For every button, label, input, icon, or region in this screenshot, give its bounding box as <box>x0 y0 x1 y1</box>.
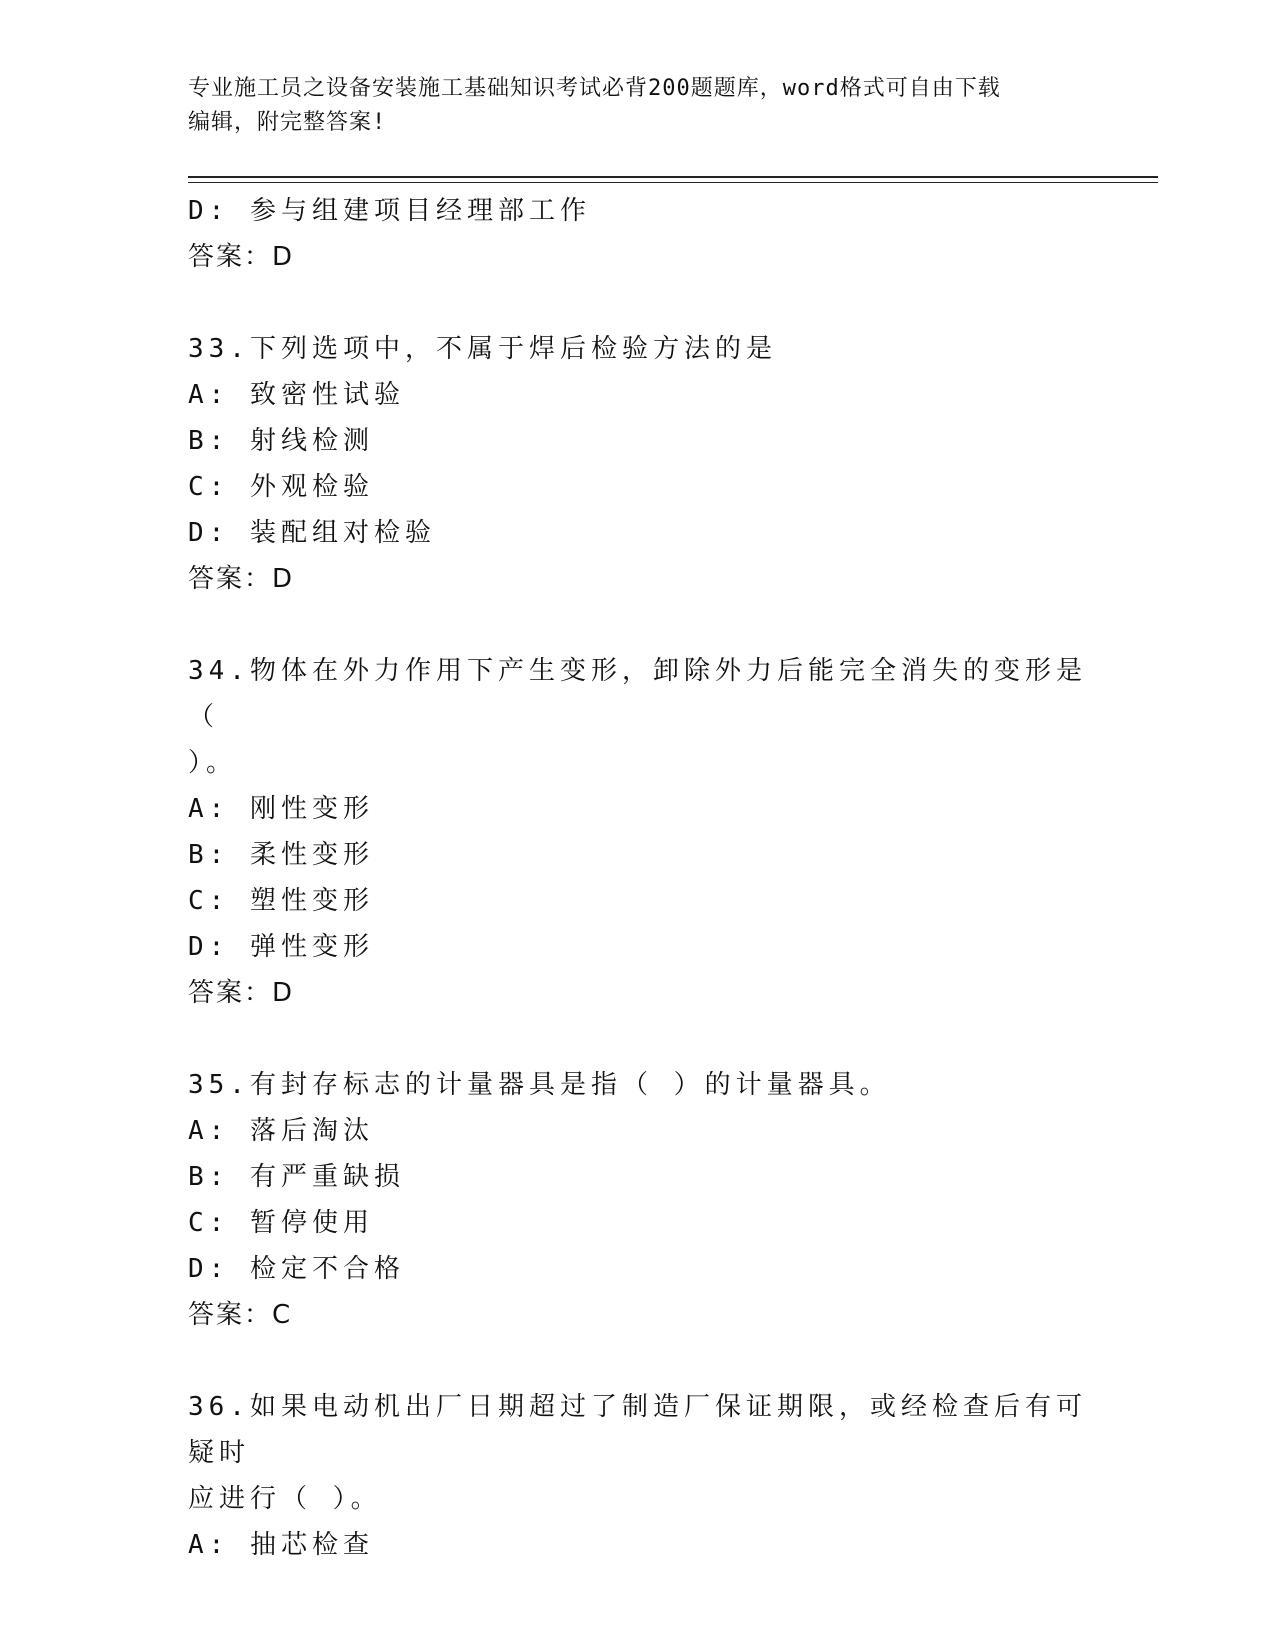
question-content <box>188 188 1088 1568</box>
question-36 <box>188 1384 1088 1568</box>
option-b: B: 柔性变形 <box>188 840 374 870</box>
option-a: A: 刚性变形 <box>188 794 374 824</box>
answer: 答案：D <box>188 978 295 1008</box>
header-divider-thick <box>188 176 1158 178</box>
option-b: B: 射线检测 <box>188 426 374 456</box>
prev-answer: 答案：D <box>188 242 295 272</box>
option-a: A: 抽芯检查 <box>188 1530 374 1560</box>
answer: 答案：C <box>188 1300 293 1330</box>
question-33 <box>188 326 1088 602</box>
spacer <box>188 1016 1088 1062</box>
question-stem-continued: 应进行（ ）。 <box>188 1484 382 1514</box>
option-a: A: 落后淘汰 <box>188 1116 374 1146</box>
question-stem: 36.如果电动机出厂日期超过了制造厂保证期限，或经检查后有可疑时 <box>188 1392 1087 1468</box>
question-stem: 33.下列选项中，不属于焊后检验方法的是 <box>188 334 777 364</box>
option-d: D: 弹性变形 <box>188 932 374 962</box>
spacer <box>188 602 1088 648</box>
question-stem: 35.有封存标志的计量器具是指（ ）的计量器具。 <box>188 1070 891 1100</box>
option-a: A: 致密性试验 <box>188 380 405 410</box>
prev-option-d: D: 参与组建项目经理部工作 <box>188 196 591 226</box>
option-d: D: 检定不合格 <box>188 1254 405 1284</box>
question-34 <box>188 648 1088 1016</box>
option-d: D: 装配组对检验 <box>188 518 436 548</box>
question-35 <box>188 1062 1088 1338</box>
question-stem: 34.物体在外力作用下产生变形，卸除外力后能完全消失的变形是（ <box>188 656 1087 732</box>
header-divider-thin <box>188 182 1158 183</box>
option-c: C: 暂停使用 <box>188 1208 374 1238</box>
option-c: C: 外观检验 <box>188 472 374 502</box>
document-header <box>188 72 1088 140</box>
option-b: B: 有严重缺损 <box>188 1162 405 1192</box>
answer: 答案：D <box>188 564 295 594</box>
header-line-1: 专业施工员之设备安装施工基础知识考试必背200题题库，word格式可自由下载 <box>188 76 1001 101</box>
question-stem-continued: ）。 <box>188 748 238 778</box>
option-c: C: 塑性变形 <box>188 886 374 916</box>
spacer <box>188 280 1088 326</box>
spacer <box>188 1338 1088 1384</box>
header-line-2: 编辑，附完整答案! <box>188 110 387 135</box>
